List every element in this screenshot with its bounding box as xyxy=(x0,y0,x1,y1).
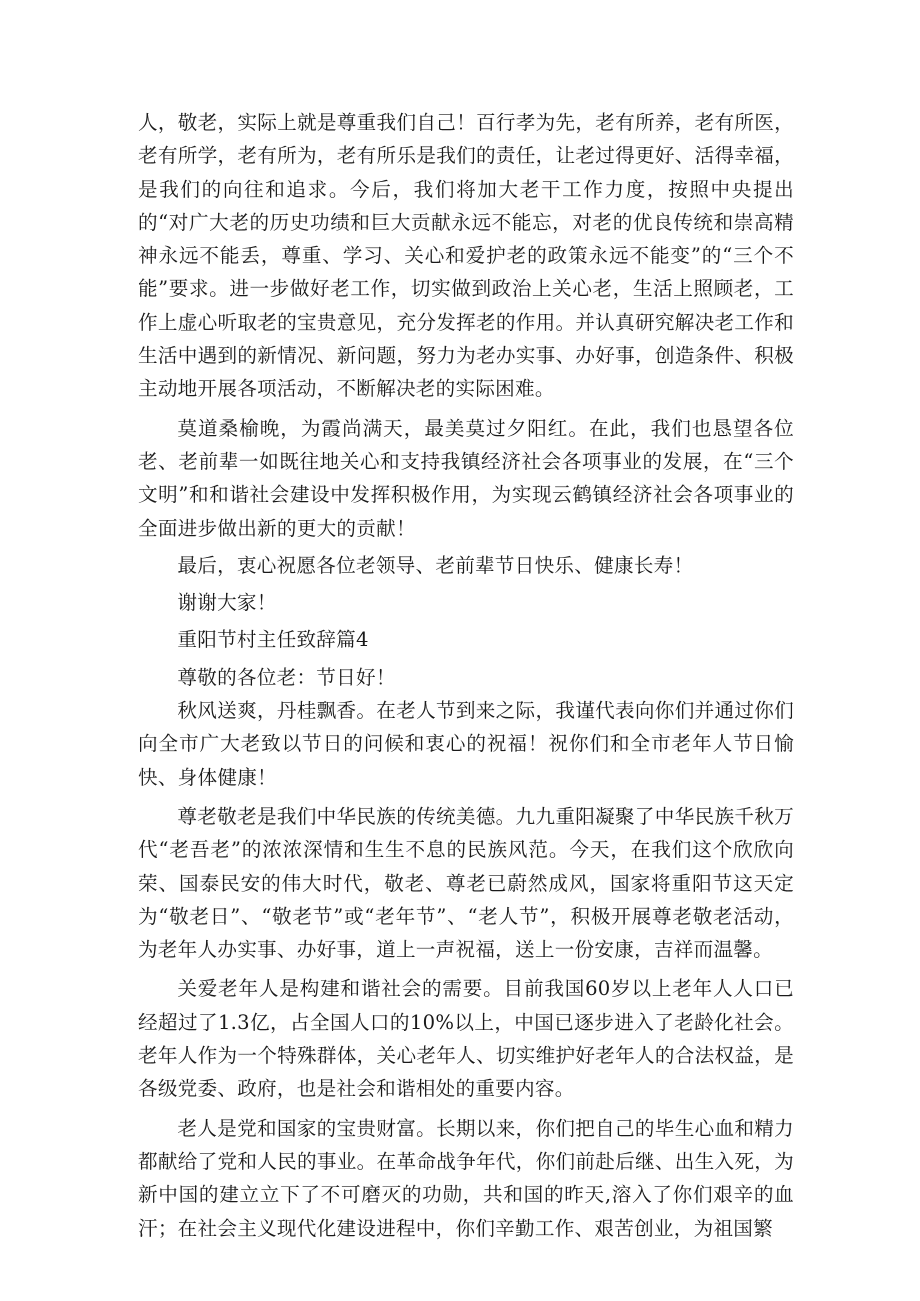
document-page xyxy=(138,106,794,1245)
salutation: 尊敬的各位老：节日好！ xyxy=(177,665,396,689)
paragraph-final-wishes: 最后，衷心祝愿各位老领导、老前辈节日快乐、健康长寿！ xyxy=(177,553,694,577)
paragraph-tradition: 尊老敬老是我们中华民族的传统美德。九九重阳凝聚了中华民族千秋万代“老吾老”的浓浓深情和生生不息的民族风范。今天，在我们这个欣欣向荣、国泰民安的伟大时代，敬老、尊老已蔚然成风，国家将重阳节这天定为“敬老日”、“敬老节”或“老年节”、“老人节”，积极开展尊老敬老活动，为老年人办实事、办好事，道上一声祝福，送上一份安康，吉祥而温馨。 xyxy=(138,804,794,962)
paragraph-greeting: 秋风送爽，丹桂飘香。在老人节到来之际，我谨代表向你们并通过你们向全市广大老致以节日的问候和衷心的祝福！祝你们和全市老年人节日愉快、身体健康！ xyxy=(138,699,794,789)
paragraph-treasure: 老人是党和国家的宝贵财富。长期以来，你们把自己的毕生心血和精力都献给了党和人民的事业。在革命战争年代，你们前赴后继、出生入死，为新中国的建立立下了不可磨灭的功勋，共和国的昨天,溶入了你们艰辛的血汗；在社会主义现代化建设进程中，你们辛勤工作、艰苦创业，为祖国繁 xyxy=(138,1116,794,1240)
paragraph-continuation: 人，敬老，实际上就是尊重我们自己！百行孝为先，老有所养，老有所医，老有所学，老有所为，老有所乐是我们的责任，让老过得更好、活得幸福，是我们的向往和追求。今后，我们将加大老干工作力度，按照中央提出的“对广大老的历史功绩和巨大贡献永远不能忘，对老的优良传统和崇高精神永远不能丢，尊重、学习、关心和爱护老的政策永远不能变”的“三个不能”要求。进一步做好老工作，切实做到政治上关心老，生活上照顾老，工作上虚心听取老的宝贵意见，充分发挥老的作用。并认真研究解决老工作和生活中遇到的新情况、新问题，努力为老办实事、办好事，创造条件、积极主动地开展各项活动，不断解决老的实际困难。 xyxy=(138,111,794,401)
section-heading: 重阳节村主任致辞篇4 xyxy=(177,628,369,652)
paragraph-thanks: 谢谢大家！ xyxy=(177,591,277,615)
paragraph-harmony: 关爱老年人是构建和谐社会的需要。目前我国60岁以上老年人人口已经超过了1.3亿，占全国人口的10%以上，中国已逐步进入了老龄化社会。老年人作为一个特殊群体，关心老年人、切实维护好老年人的合法权益，是各级党委、政府，也是社会和谐相处的重要内容。 xyxy=(138,977,794,1101)
paragraph-closing-hopes: 莫道桑榆晚，为霞尚满天，最美莫过夕阳红。在此，我们也恳望各位老、老前辈一如既往地关心和支持我镇经济社会各项事业的发展，在“三个文明”和和谐社会建设中发挥积极作用，为实现云鹤镇经济社会各项事业的全面进步做出新的更大的贡献！ xyxy=(138,416,794,540)
